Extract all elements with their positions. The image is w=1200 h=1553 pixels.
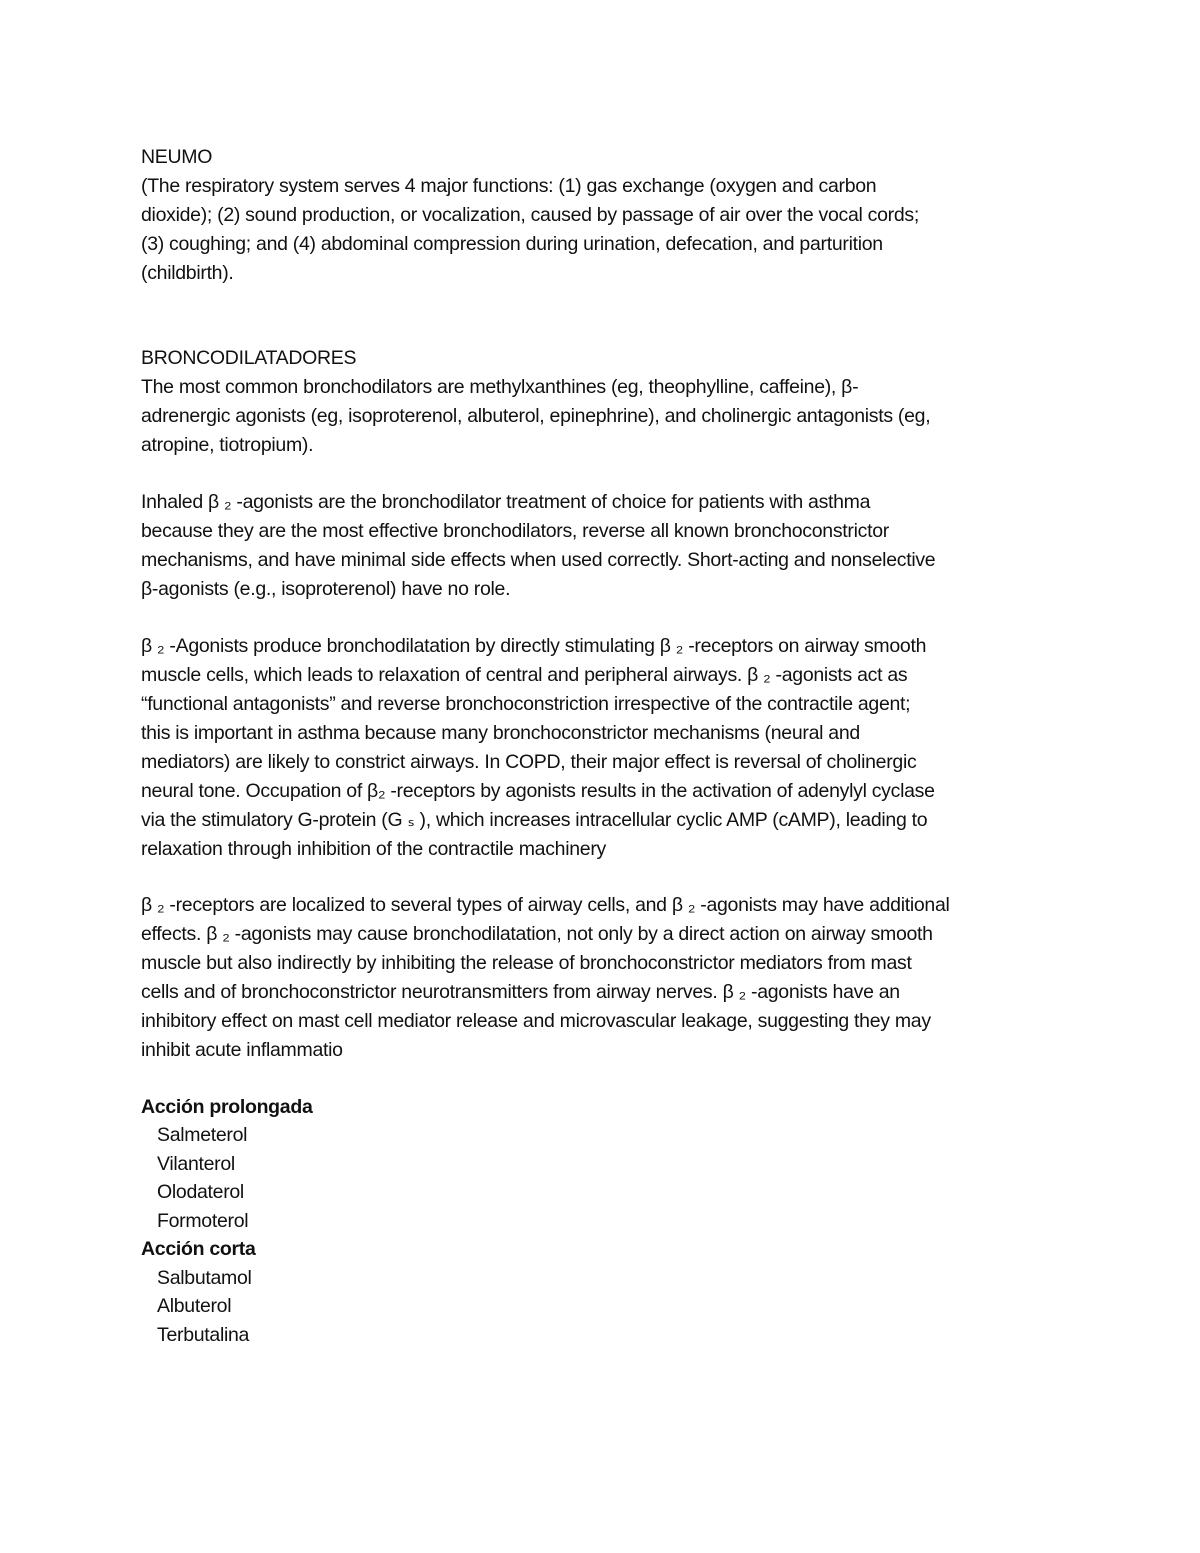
paragraph-line: because they are the most effective bronchodilators, reverse all known bronchoconstrictor — [141, 520, 889, 542]
paragraph-line: inhibitory effect on mast cell mediator release and microvascular leakage, suggesting they may — [141, 1010, 931, 1032]
intro-line: (3) coughing; and (4) abdominal compression during urination, defecation, and parturition — [141, 233, 883, 255]
section-heading: BRONCODILATADORES — [141, 347, 357, 369]
intro-line: dioxide); (2) sound production, or vocalization, caused by passage of air over the vocal cords; — [141, 204, 919, 226]
paragraph-line: cells and of bronchoconstrictor neurotransmitters from airway nerves. β ₂ -agonists have an — [141, 981, 900, 1003]
paragraph-line: Inhaled β ₂ -agonists are the bronchodilator treatment of choice for patients with asthma — [141, 491, 871, 513]
drug-list-item: Salmeterol — [157, 1124, 248, 1146]
paragraph-line: mechanisms, and have minimal side effects when used correctly. Short-acting and nonselective — [141, 549, 936, 571]
document-title: NEUMO — [141, 146, 213, 168]
long-acting-heading: Acción prolongada — [141, 1096, 313, 1118]
paragraph-line: The most common bronchodilators are methylxanthines (eg, theophylline, caffeine), β- — [141, 376, 859, 398]
paragraph-line: muscle but also indirectly by inhibiting the release of bronchoconstrictor mediators from mast — [141, 952, 912, 974]
paragraph-line: inhibit acute inflammatio — [141, 1039, 343, 1061]
paragraph-line: β ₂ -receptors are localized to several types of airway cells, and β ₂ -agonists may have additional — [141, 894, 950, 916]
drug-list-item: Terbutalina — [157, 1324, 250, 1346]
intro-line: (The respiratory system serves 4 major functions: (1) gas exchange (oxygen and carbon — [141, 175, 877, 197]
short-acting-heading: Acción corta — [141, 1238, 256, 1260]
paragraph-line: neural tone. Occupation of β₂ -receptors by agonists results in the activation of adenylyl cyclase — [141, 780, 935, 802]
paragraph-line: muscle cells, which leads to relaxation of central and peripheral airways. β ₂ -agonists act as — [141, 664, 908, 686]
paragraph-line: via the stimulatory G-protein (G ₛ ), which increases intracellular cyclic AMP (cAMP), leading to — [141, 809, 928, 831]
intro-line: (childbirth). — [141, 262, 234, 284]
drug-list-item: Formoterol — [157, 1210, 249, 1232]
drug-list-item: Vilanterol — [157, 1153, 235, 1175]
paragraph-line: relaxation through inhibition of the contractile machinery — [141, 838, 606, 860]
paragraph-line: this is important in asthma because many bronchoconstrictor mechanisms (neural and — [141, 722, 860, 744]
paragraph-line: β ₂ -Agonists produce bronchodilatation by directly stimulating β ₂ -receptors on airway smooth — [141, 635, 927, 657]
paragraph-line: mediators) are likely to constrict airways. In COPD, their major effect is reversal of cholinergic — [141, 751, 917, 773]
paragraph-line: atropine, tiotropium). — [141, 434, 314, 456]
drug-list-item: Albuterol — [157, 1295, 232, 1317]
paragraph-line: effects. β ₂ -agonists may cause bronchodilatation, not only by a direct action on airway smooth — [141, 923, 933, 945]
paragraph-line: β-agonists (e.g., isoproterenol) have no role. — [141, 578, 511, 600]
drug-list-item: Salbutamol — [157, 1267, 252, 1289]
drug-list-item: Olodaterol — [157, 1181, 244, 1203]
paragraph-line: adrenergic agonists (eg, isoproterenol, albuterol, epinephrine), and cholinergic antagonists (eg, — [141, 405, 931, 427]
paragraph-line: “functional antagonists” and reverse bronchoconstriction irrespective of the contractile agent; — [141, 693, 911, 715]
